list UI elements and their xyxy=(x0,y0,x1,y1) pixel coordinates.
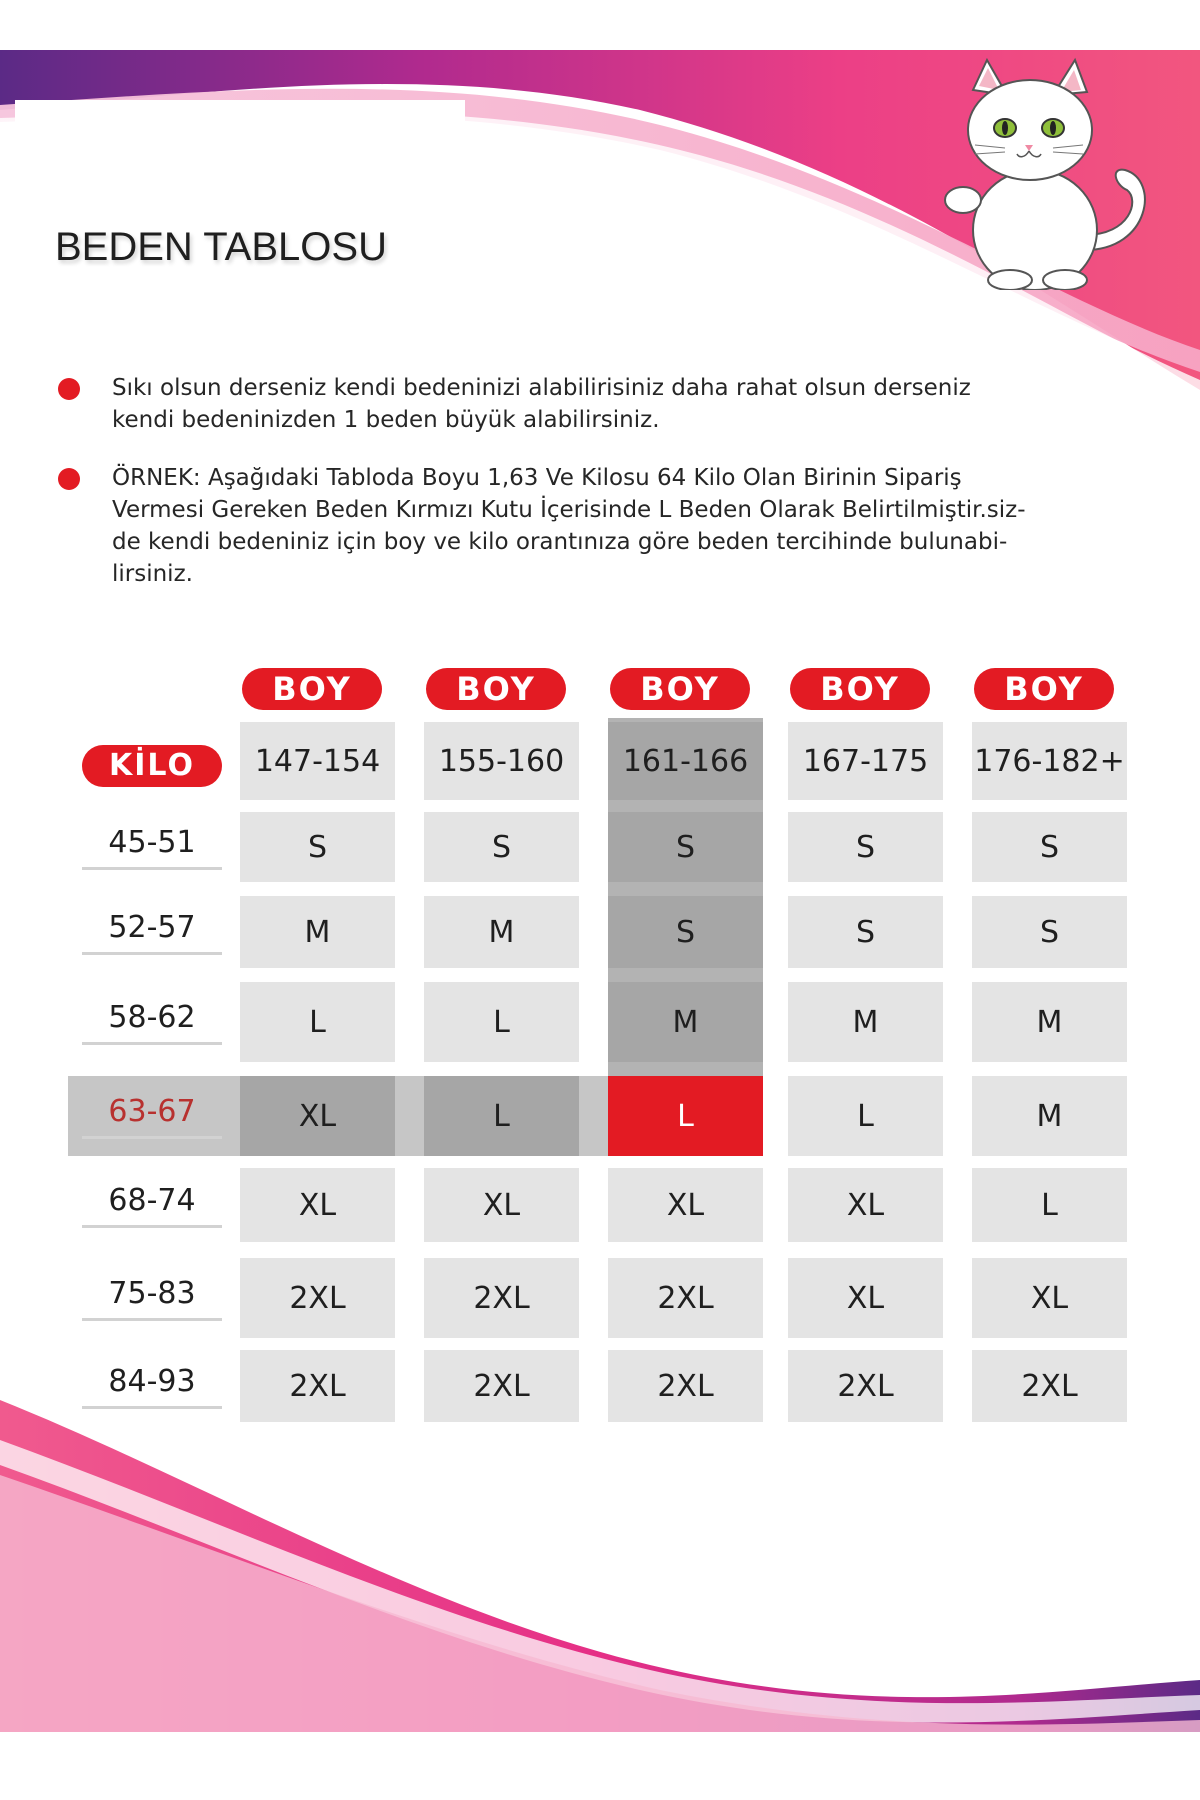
kilo-underline xyxy=(82,867,222,870)
size-cell: 2XL xyxy=(424,1258,579,1338)
kilo-range-label: 75-83 xyxy=(108,1276,196,1311)
height-header-cell: 147-154 xyxy=(240,722,395,800)
size-cell: S xyxy=(240,812,395,882)
size-cell: S xyxy=(972,896,1127,968)
size-cell: M xyxy=(788,982,943,1062)
size-cell: S xyxy=(608,812,763,882)
note-example: ÖRNEK: Aşağıdaki Tabloda Boyu 1,63 Ve Kilosu 64 Kilo Olan Birinin Sipariş Vermesi Gereken Beden Kırmızı Kutu İçerisinde L Beden Olarak Belirtilmiştir.siz- de kendi bedeniniz için boy ve kilo orantınıza göre beden tercihinde bulunabi- lirsiniz. xyxy=(112,465,1026,587)
size-cell: M xyxy=(608,982,763,1062)
size-cell: XL xyxy=(972,1258,1127,1338)
boy-label: BOY xyxy=(426,668,566,710)
size-cell: L xyxy=(240,982,395,1062)
kilo-underline xyxy=(82,952,222,955)
kilo-underline xyxy=(82,1136,222,1139)
size-cell: XL xyxy=(424,1168,579,1242)
height-header-cell: 167-175 xyxy=(788,722,943,800)
kilo-underline xyxy=(82,1406,222,1409)
size-cell: L xyxy=(972,1168,1127,1242)
kilo-range-label: 68-74 xyxy=(108,1183,196,1218)
boy-label: BOY xyxy=(974,668,1114,710)
size-cell: S xyxy=(788,812,943,882)
size-cell: 2XL xyxy=(608,1350,763,1422)
size-cell: L xyxy=(608,1076,763,1156)
size-cell: S xyxy=(788,896,943,968)
size-cell: M xyxy=(424,896,579,968)
kilo-range-label: 58-62 xyxy=(108,1000,196,1035)
boy-label: BOY xyxy=(610,668,750,710)
size-cell: XL xyxy=(788,1168,943,1242)
size-cell: 2XL xyxy=(240,1258,395,1338)
size-cell: L xyxy=(424,982,579,1062)
size-cell: 2XL xyxy=(608,1258,763,1338)
bottom-swoosh-decoration xyxy=(0,1380,1200,1800)
size-cell: 2XL xyxy=(240,1350,395,1422)
note-fit-advice: Sıkı olsun derseniz kendi bedeninizi alabilirisiniz daha rahat olsun derseniz kendi bedeninizden 1 beden büyük alabilirsiniz. xyxy=(112,375,971,433)
boy-label: BOY xyxy=(790,668,930,710)
size-cell: XL xyxy=(608,1168,763,1242)
size-cell: S xyxy=(608,896,763,968)
size-cell: XL xyxy=(240,1168,395,1242)
height-header-cell: 155-160 xyxy=(424,722,579,800)
size-cell: 2XL xyxy=(788,1350,943,1422)
kilo-underline xyxy=(82,1318,222,1321)
boy-label: BOY xyxy=(242,668,382,710)
size-cell: L xyxy=(788,1076,943,1156)
bullet-dot-icon xyxy=(58,468,80,490)
size-cell: 2XL xyxy=(424,1350,579,1422)
kilo-range-label: 52-57 xyxy=(108,910,196,945)
kilo-underline xyxy=(82,1225,222,1228)
size-cell: XL xyxy=(788,1258,943,1338)
page-title: BEDEN TABLOSU xyxy=(55,225,387,269)
kilo-range-label: 63-67 xyxy=(108,1094,196,1129)
size-cell: S xyxy=(972,812,1127,882)
height-header-cell: 161-166 xyxy=(608,722,763,800)
bullet-dot-icon xyxy=(58,378,80,400)
kilo-range-label: 84-93 xyxy=(108,1364,196,1399)
size-cell: M xyxy=(972,982,1127,1062)
size-cell: L xyxy=(424,1076,579,1156)
height-header-cell: 176-182+ xyxy=(972,722,1127,800)
cat-mascot-icon xyxy=(935,50,1155,290)
size-cell: S xyxy=(424,812,579,882)
kilo-underline xyxy=(82,1042,222,1045)
kilo-range-label: 45-51 xyxy=(108,825,196,860)
size-cell: XL xyxy=(240,1076,395,1156)
size-cell: M xyxy=(972,1076,1127,1156)
kilo-label: KİLO xyxy=(82,745,222,787)
size-cell: 2XL xyxy=(972,1350,1127,1422)
size-cell: M xyxy=(240,896,395,968)
